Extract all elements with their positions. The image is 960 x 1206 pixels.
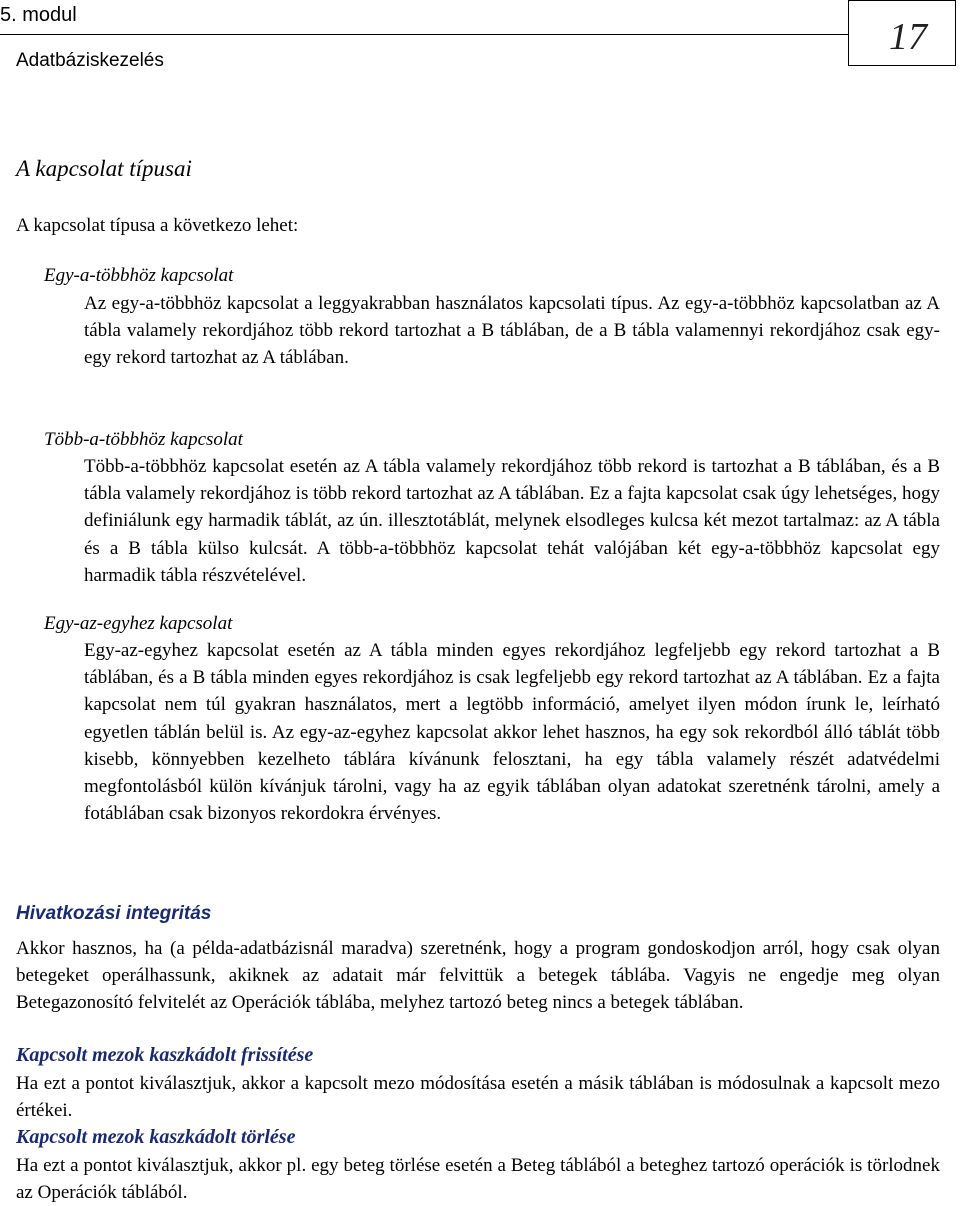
subheading-cascade-delete: Kapcsolt mezok kaszkádolt törlése bbox=[16, 1126, 296, 1148]
page-number-box bbox=[848, 0, 956, 66]
header-rule bbox=[0, 34, 848, 35]
module-title: Adatbáziskezelés bbox=[16, 50, 164, 71]
subheading-cascade-update: Kapcsolt mezok kaszkádolt frissítése bbox=[16, 1044, 314, 1066]
subheading-one-to-one: Egy-az-egyhez kapcsolat bbox=[44, 613, 233, 634]
subheading-many-to-many: Több-a-többhöz kapcsolat bbox=[44, 429, 243, 450]
section-heading-referential-integrity: Hivatkozási integritás bbox=[16, 903, 212, 924]
paragraph-one-to-one: Egy-az-egyhez kapcsolat esetén az A tábla minden egyes rekordjához legfeljebb egy rekord tartozhat a B táblában, és a B tábla minden egyes rekordjához is csak legfeljebb egy rekord tartozhat az A táblában. Ez a fajta kapcsolat nem túl gyakran használatos, mert a legtöbb információ, amelyet ilyen módon írunk le, leírható egyetlen táblán belül is. Az egy-az-egyhez kapcsolat akkor lehet hasznos, ha egy sok rekordból álló táblát több kisebb, könnyebben kezelheto táblára kívánunk felosztani, ha egy tábla valamely részét adatvédelmi megfontolásból külön kívánjuk tárolni, vagy ha az egyik táblában olyan adatokat szeretnénk tárolni, amely a fotáblában csak bizonyos rekordokra érvényes. bbox=[84, 640, 940, 825]
paragraph-referential-integrity: Akkor hasznos, ha (a példa-adatbázisnál maradva) szeretnénk, hogy a program gondoskodjon arról, hogy csak olyan betegeket operálhassunk, akiknek az adatait már felvittük a betegek táblába. Vagyis ne engedje meg olyan Betegazonosító felvitelét az Operációk táblába, melyhez tartozó beteg nincs a betegek táblában. bbox=[16, 938, 940, 1013]
paragraph-many-to-many: Több-a-többhöz kapcsolat esetén az A tábla valamely rekordjához több rekord is tartozhat a B táblában, és a B tábla valamely rekordjához is több rekord tartozhat az A táblában. Ez a fajta kapcsolat csak úgy lehetséges, hogy definiálunk egy harmadik táblát, az ún. illesztotáblát, melynek elsodleges kulcsa két mezot tartalmaz: az A tábla és a B tábla külso kulcsát. A több-a-többhöz kapcsolat tehát valójában két egy-a-többhöz kapcsolat egy harmadik tábla részvételével. bbox=[84, 456, 940, 586]
paragraph-one-to-many: Az egy-a-többhöz kapcsolat a leggyakrabban használatos kapcsolati típus. Az egy-a-többhöz kapcsolatban az A tábla valamely rekordjához több rekord tartozhat a B táblában, de a B tábla valamennyi rekordjához csak egy-egy rekord tartozhat az A táblában. bbox=[84, 293, 940, 369]
paragraph-cascade-update: Ha ezt a pontot kiválasztjuk, akkor a kapcsolt mezo módosítása esetén a másik táblában is módosulnak a kapcsolt mezo értékei. bbox=[16, 1073, 940, 1121]
page-number: 17 bbox=[889, 16, 927, 58]
module-label: 5. modul bbox=[0, 4, 77, 26]
paragraph-cascade-delete: Ha ezt a pontot kiválasztjuk, akkor pl. egy beteg törlése esetén a Beteg táblából a beteghez tartozó operációk is törlodnek az Operációk táblából. bbox=[16, 1155, 940, 1203]
subheading-one-to-many: Egy-a-többhöz kapcsolat bbox=[44, 265, 234, 286]
intro-paragraph: A kapcsolat típusa a következo lehet: bbox=[16, 215, 299, 236]
section-heading-relationship-types: A kapcsolat típusai bbox=[16, 156, 192, 181]
